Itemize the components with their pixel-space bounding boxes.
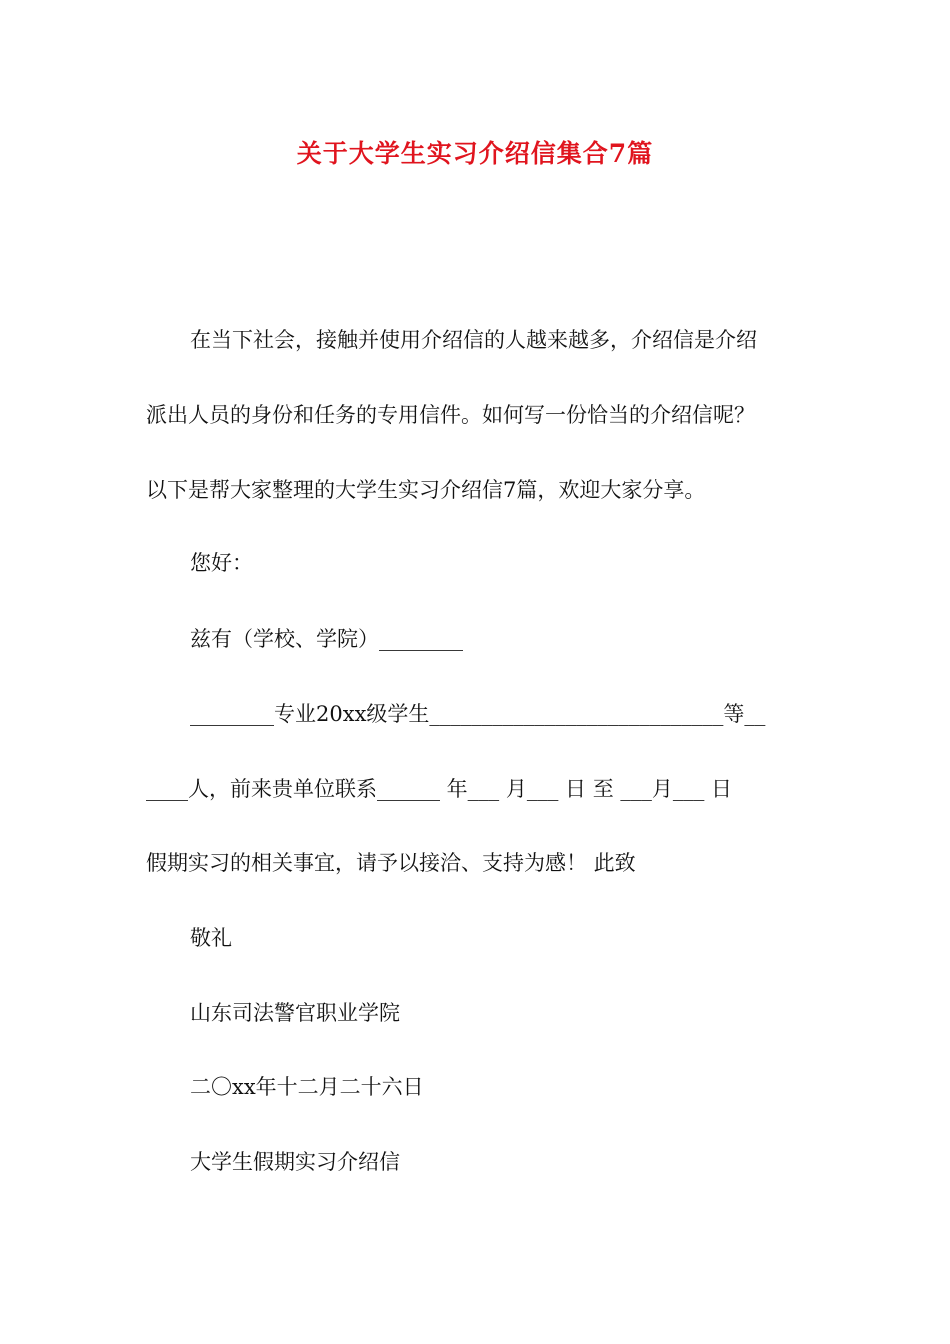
letter-purpose-line: 假期实习的相关事宜，请予以接洽、支持为感！ 此致 <box>146 851 636 875</box>
letter-contact-line: ____人，前来贵单位联系______ 年___ 月___ 日 至 ___月___ 日 <box>146 777 733 801</box>
intro-line-1: 在当下社会，接触并使用介绍信的人越来越多，介绍信是介绍 <box>190 328 757 352</box>
intro-line-3: 以下是帮大家整理的大学生实习介绍信7篇，欢迎大家分享。 <box>146 478 706 502</box>
letter-salutation: 敬礼 <box>190 926 232 950</box>
letter-school-line: 兹有（学校、学院）________ <box>190 627 463 651</box>
letter-major-line: ________专业20xx级学生____________________________等__ <box>190 702 766 726</box>
letter-date: 二〇xx年十二月二十六日 <box>190 1075 424 1099</box>
letter-sender: 山东司法警官职业学院 <box>190 1001 400 1025</box>
document-title: 关于大学生实习介绍信集合7篇 <box>296 139 654 168</box>
letter-greeting: 您好： <box>190 551 253 575</box>
section-heading: 大学生假期实习介绍信 <box>190 1150 400 1174</box>
intro-line-2: 派出人员的身份和任务的专用信件。如何写一份恰当的介绍信呢？ <box>146 403 755 427</box>
